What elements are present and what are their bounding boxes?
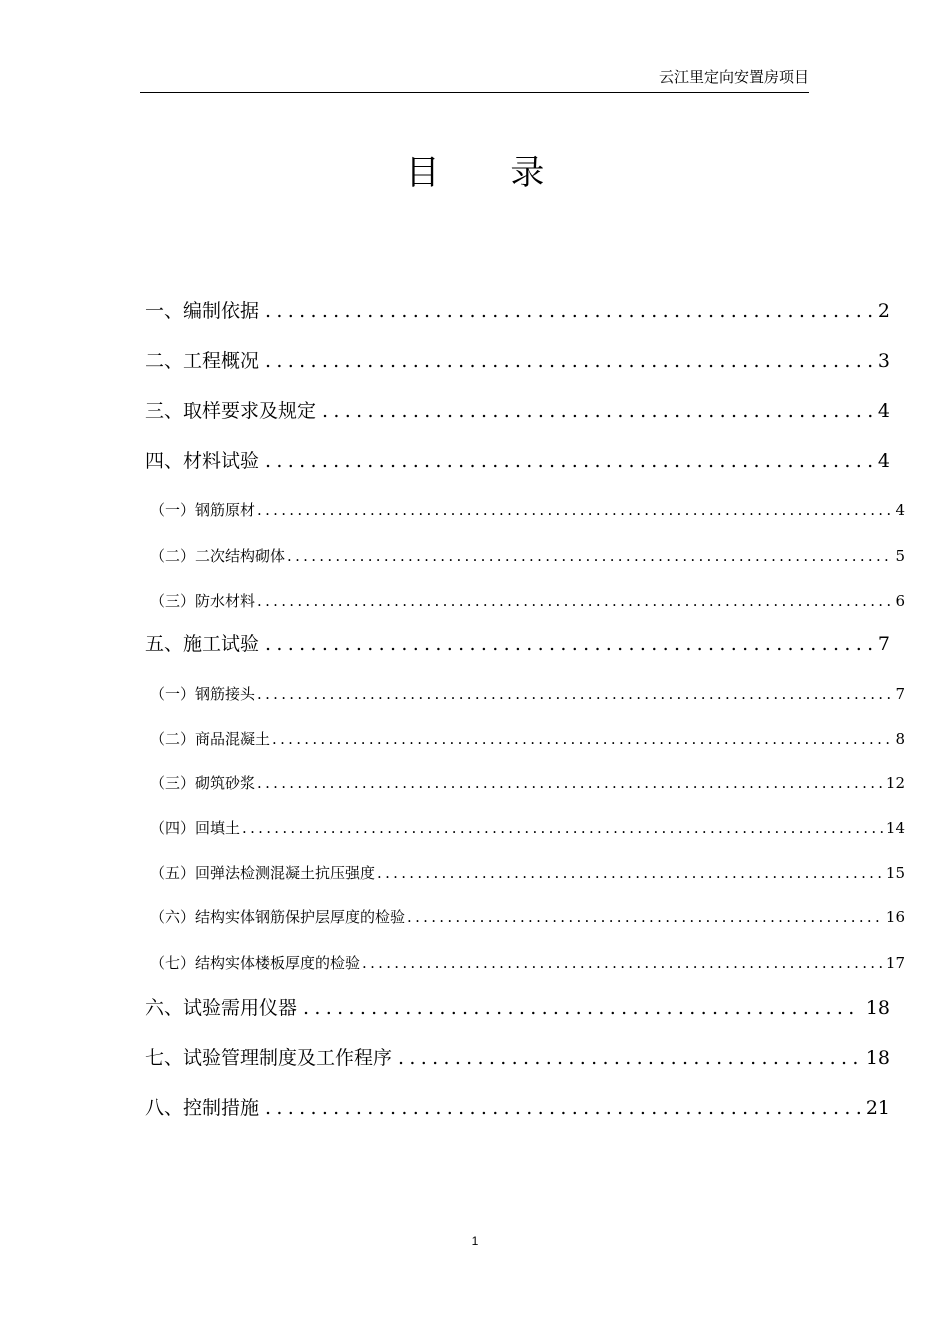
toc-entry[interactable] — [145, 995, 890, 1021]
toc-entry-label: （一）钢筋接头 — [150, 685, 256, 703]
toc-subentry[interactable] — [150, 862, 905, 884]
toc-entry-page: 7 — [877, 633, 890, 655]
toc-leader-dots — [257, 772, 884, 794]
toc-entry-label: （二）商品混凝土 — [150, 730, 271, 748]
toc-leader-dots — [265, 1095, 860, 1121]
toc-subentry[interactable] — [150, 683, 905, 705]
toc-entry-page: 6 — [895, 592, 905, 610]
toc-entry-label: （五）回弹法检测混凝土抗压强度 — [150, 864, 376, 882]
toc-leader-dots — [265, 631, 872, 657]
toc-leader-dots — [272, 728, 893, 750]
toc-entry-label: （三）砌筑砂浆 — [150, 774, 256, 792]
toc-entry-page: 16 — [885, 908, 905, 926]
toc-entry-page: 18 — [865, 1047, 890, 1069]
toc-subentry[interactable] — [150, 772, 905, 794]
toc-entry-label: 八、控制措施 — [145, 1097, 260, 1119]
toc-entry-label: （四）回填土 — [150, 819, 241, 837]
toc-entry[interactable] — [145, 448, 890, 474]
toc-subentry[interactable] — [150, 906, 905, 928]
toc-entry-label: 七、试验管理制度及工作程序 — [145, 1047, 393, 1069]
toc-entry-page: 8 — [895, 730, 905, 748]
toc-leader-dots — [257, 499, 893, 521]
toc-entry[interactable] — [145, 298, 890, 324]
toc-entry[interactable] — [145, 631, 890, 657]
page-number: 1 — [471, 1234, 479, 1248]
toc-leader-dots — [265, 348, 872, 374]
toc-subentry[interactable] — [150, 499, 905, 521]
toc-leader-dots — [362, 952, 884, 974]
toc-entry-label: 六、试验需用仪器 — [145, 997, 298, 1019]
toc-entry-label: 三、取样要求及规定 — [145, 400, 317, 422]
toc-entry-page: 14 — [885, 819, 905, 837]
toc-entry-page: 4 — [877, 400, 890, 422]
toc-subentry[interactable] — [150, 545, 905, 567]
toc-entry-page: 18 — [865, 997, 890, 1019]
toc-entry-page: 17 — [885, 954, 905, 972]
toc-entry-page: 5 — [895, 547, 905, 565]
toc-entry-label: 二、工程概况 — [145, 350, 260, 372]
toc-entry[interactable] — [145, 1045, 890, 1071]
toc-entry-page: 7 — [895, 685, 905, 703]
toc-entry[interactable] — [145, 398, 890, 424]
toc-leader-dots — [407, 906, 884, 928]
toc-leader-dots — [322, 398, 872, 424]
page-title: 目 录 — [405, 153, 575, 193]
toc-entry[interactable] — [145, 1095, 890, 1121]
toc-leader-dots — [398, 1045, 860, 1071]
toc-entry-page: 4 — [895, 501, 905, 519]
toc-entry[interactable] — [145, 348, 890, 374]
toc-entry-label: （六）结构实体钢筋保护层厚度的检验 — [150, 908, 406, 926]
toc-leader-dots — [287, 545, 893, 567]
toc-subentry[interactable] — [150, 952, 905, 974]
toc-entry-page: 4 — [877, 450, 890, 472]
toc-entry-label: （三）防水材料 — [150, 592, 256, 610]
header-project-name: 云江里定向安置房项目 — [658, 68, 809, 86]
toc-leader-dots — [242, 817, 884, 839]
toc-subentry[interactable] — [150, 590, 905, 612]
toc-leader-dots — [257, 590, 893, 612]
toc-entry-label: 五、施工试验 — [145, 633, 260, 655]
toc-entry-label: 一、编制依据 — [145, 300, 260, 322]
toc-leader-dots — [265, 298, 872, 324]
toc-subentry[interactable] — [150, 728, 905, 750]
toc-leader-dots — [377, 862, 884, 884]
toc-entry-page: 21 — [865, 1097, 890, 1119]
toc-entry-label: （七）结构实体楼板厚度的检验 — [150, 954, 361, 972]
toc-entry-page: 2 — [877, 300, 890, 322]
toc-entry-label: （二）二次结构砌体 — [150, 547, 286, 565]
toc-leader-dots — [265, 448, 872, 474]
toc-leader-dots — [303, 995, 860, 1021]
toc-entry-page: 15 — [885, 864, 905, 882]
toc-entry-label: 四、材料试验 — [145, 450, 260, 472]
toc-subentry[interactable] — [150, 817, 905, 839]
toc-entry-page: 3 — [877, 350, 890, 372]
toc-leader-dots — [257, 683, 893, 705]
toc-entry-page: 12 — [885, 774, 905, 792]
toc-entry-label: （一）钢筋原材 — [150, 501, 256, 519]
